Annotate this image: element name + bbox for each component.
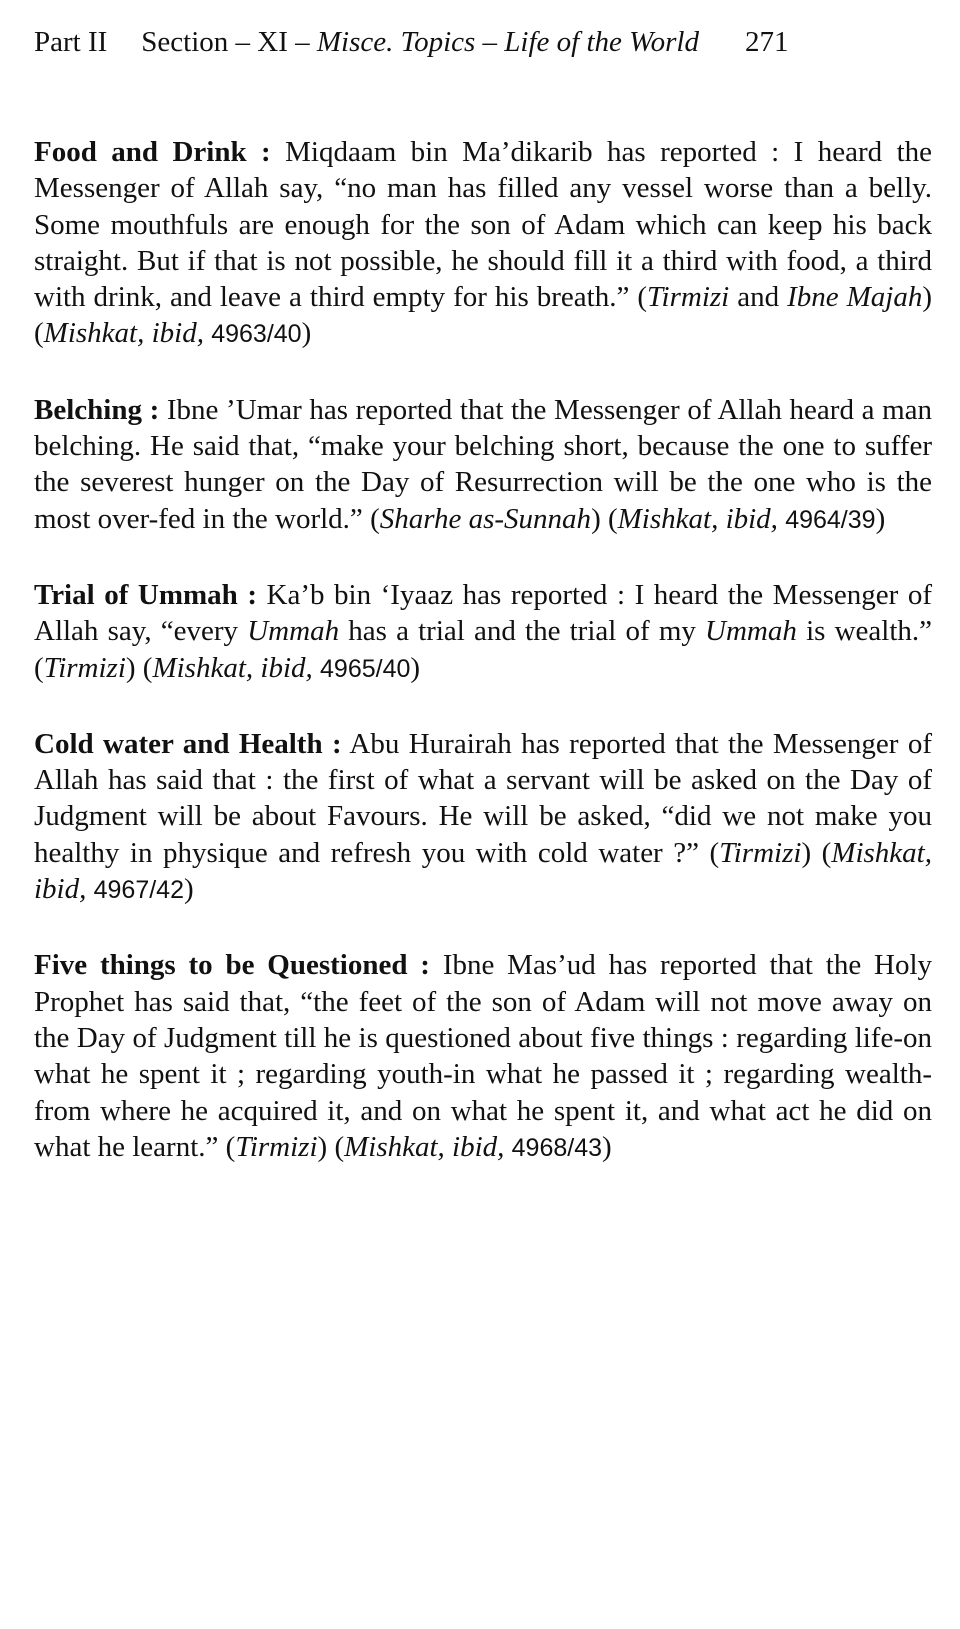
book-page (34, 22, 932, 1205)
reference-number: 4964/39 (785, 505, 876, 534)
page-number: 271 (745, 26, 789, 58)
reference-number: 4967/42 (93, 876, 184, 905)
paragraph-text: Ibne Mas’ud has reported that the Holy Prophet has said that, “the feet of the son of Adam will not move away on the Day of Judgment till he is questioned about five things : regarding life-on what he spent it ; regarding youth-in what he passed it ; regarding wealth-from where he acquired it, and on what he spent it, and what act he did on what he learnt.” (34, 949, 933, 1163)
reference: Mishkat, ibid, (43, 317, 204, 350)
header-section: Section – XI – (141, 26, 310, 58)
citation: Tirmizi (719, 836, 802, 869)
header-part: Part II (34, 26, 108, 58)
reference-number: 4968/43 (511, 1133, 603, 1162)
paragraph-heading: Five things to be Questioned : (34, 949, 430, 982)
header-section-topic: Misce. Topics – Life of the World (316, 26, 699, 58)
reference: Mishkat, ibid, (617, 502, 778, 535)
citation: Sharhe as-Sunnah (379, 502, 592, 535)
citation: Tirmizi (235, 1130, 318, 1163)
citation: Tirmizi (43, 651, 126, 684)
paragraph-five-things: Five things to be Questioned : Ibne Mas’ud has reported that the Holy Prophet has said that, “the feet of the son of Adam will not move away on the Day of Judgment till he is questioned about five things : regarding life-on what he spent it ; regarding youth-in what he passed it ; regarding wealth-from where he acquired it, and on what he spent it, and what act he did on what he learnt.” (Tirmizi) (Mishkat, ibid, 4968/43) (34, 949, 933, 1163)
citation-conjunction: and (737, 281, 780, 314)
paragraph-heading: Food and Drink : (34, 136, 271, 168)
paragraph-text: Ibne ’Umar has reported that the Messenger of Allah heard a man belching. He said that, “make your belching short, because the one to suffer the severest hunger on the Day of Resurrection will be the one who is the most over-fed in the world.” (34, 393, 933, 535)
paragraph-heading: Cold water and Health : (34, 727, 342, 760)
reference-number: 4965/40 (320, 654, 411, 683)
paragraph-belching: Belching : Ibne ’Umar has reported that the Messenger of Allah heard a man belching. He said that, “make your belching short, because the one to suffer the severest hunger on the Day of Resurrection will be the one who is the most over-fed in the world.” (Sharhe as-Sunnah) (Mishkat, ibid, 4964/39) (34, 393, 933, 535)
body-text (34, 134, 932, 1166)
reference: Mishkat, ibid, (344, 1130, 505, 1163)
paragraph-food-and-drink: Food and Drink : Miqdaam bin Ma’dikarib has reported : I heard the Messenger of Allah say, “no man has filled any vessel worse than a belly. Some mouthfuls are enough for the son of Adam which can keep his back straight. But if that is not possible, he should fill it a third with food, a third with drink, and leave a third empty for his breath.” (Tirmizi and Ibne Majah) (Mishkat, ibid, 4963/40) (34, 136, 932, 350)
paragraph-cold-water-and-health: Cold water and Health : Abu Hurairah has reported that the Messenger of Allah has said that : the first of what a servant will be asked on the Day of Judgment will be about Favours. He will be asked, “did we not make you healthy in physique and refresh you with cold water ?” (Tirmizi) (Mishkat, ibid, 4967/42) (34, 727, 932, 906)
citation: Ibne Majah (787, 281, 923, 314)
paragraph-trial-of-ummah: Trial of Ummah : Ka’b bin ‘Iyaaz has reported : I heard the Messenger of Allah say, “every Ummah has a trial and the trial of my Ummah is wealth.” (Tirmizi) (Mishkat, ibid, 4965/40) (34, 578, 932, 684)
paragraph-text: Miqdaam bin Ma’dikarib has reported : I heard the Messenger of Allah say, “no man has filled any vessel worse than a belly. Some mouthfuls are enough for the son of Adam which can keep his back straight. But if that is not possible, he should fill it a third with food, a third with drink, and leave a third empty for his breath.” (34, 136, 932, 314)
citation: Tirmizi (647, 281, 730, 314)
italic-term: Ummah (247, 615, 340, 648)
reference: Mishkat, ibid, (34, 836, 932, 906)
reference-number: 4963/40 (211, 320, 302, 349)
paragraph-text: has a trial and the trial of my (348, 615, 696, 648)
paragraph-text: Ka’b bin ‘Iyaaz has reported : I heard the Messenger of Allah say, “every (34, 578, 932, 648)
reference: Mishkat, ibid, (152, 651, 313, 684)
paragraph-text: is wealth.” (806, 615, 932, 648)
paragraph-text: Abu Hurairah has reported that the Messenger of Allah has said that : the first of what a servant will be asked on the Day of Judgment will be about Favours. He will be asked, “did we not make you healthy in physique and refresh you with cold water ?” (34, 727, 932, 869)
italic-term: Ummah (705, 615, 797, 648)
running-header (34, 22, 932, 62)
paragraph-heading: Belching : (34, 393, 160, 426)
paragraph-heading: Trial of Ummah : (34, 578, 257, 611)
